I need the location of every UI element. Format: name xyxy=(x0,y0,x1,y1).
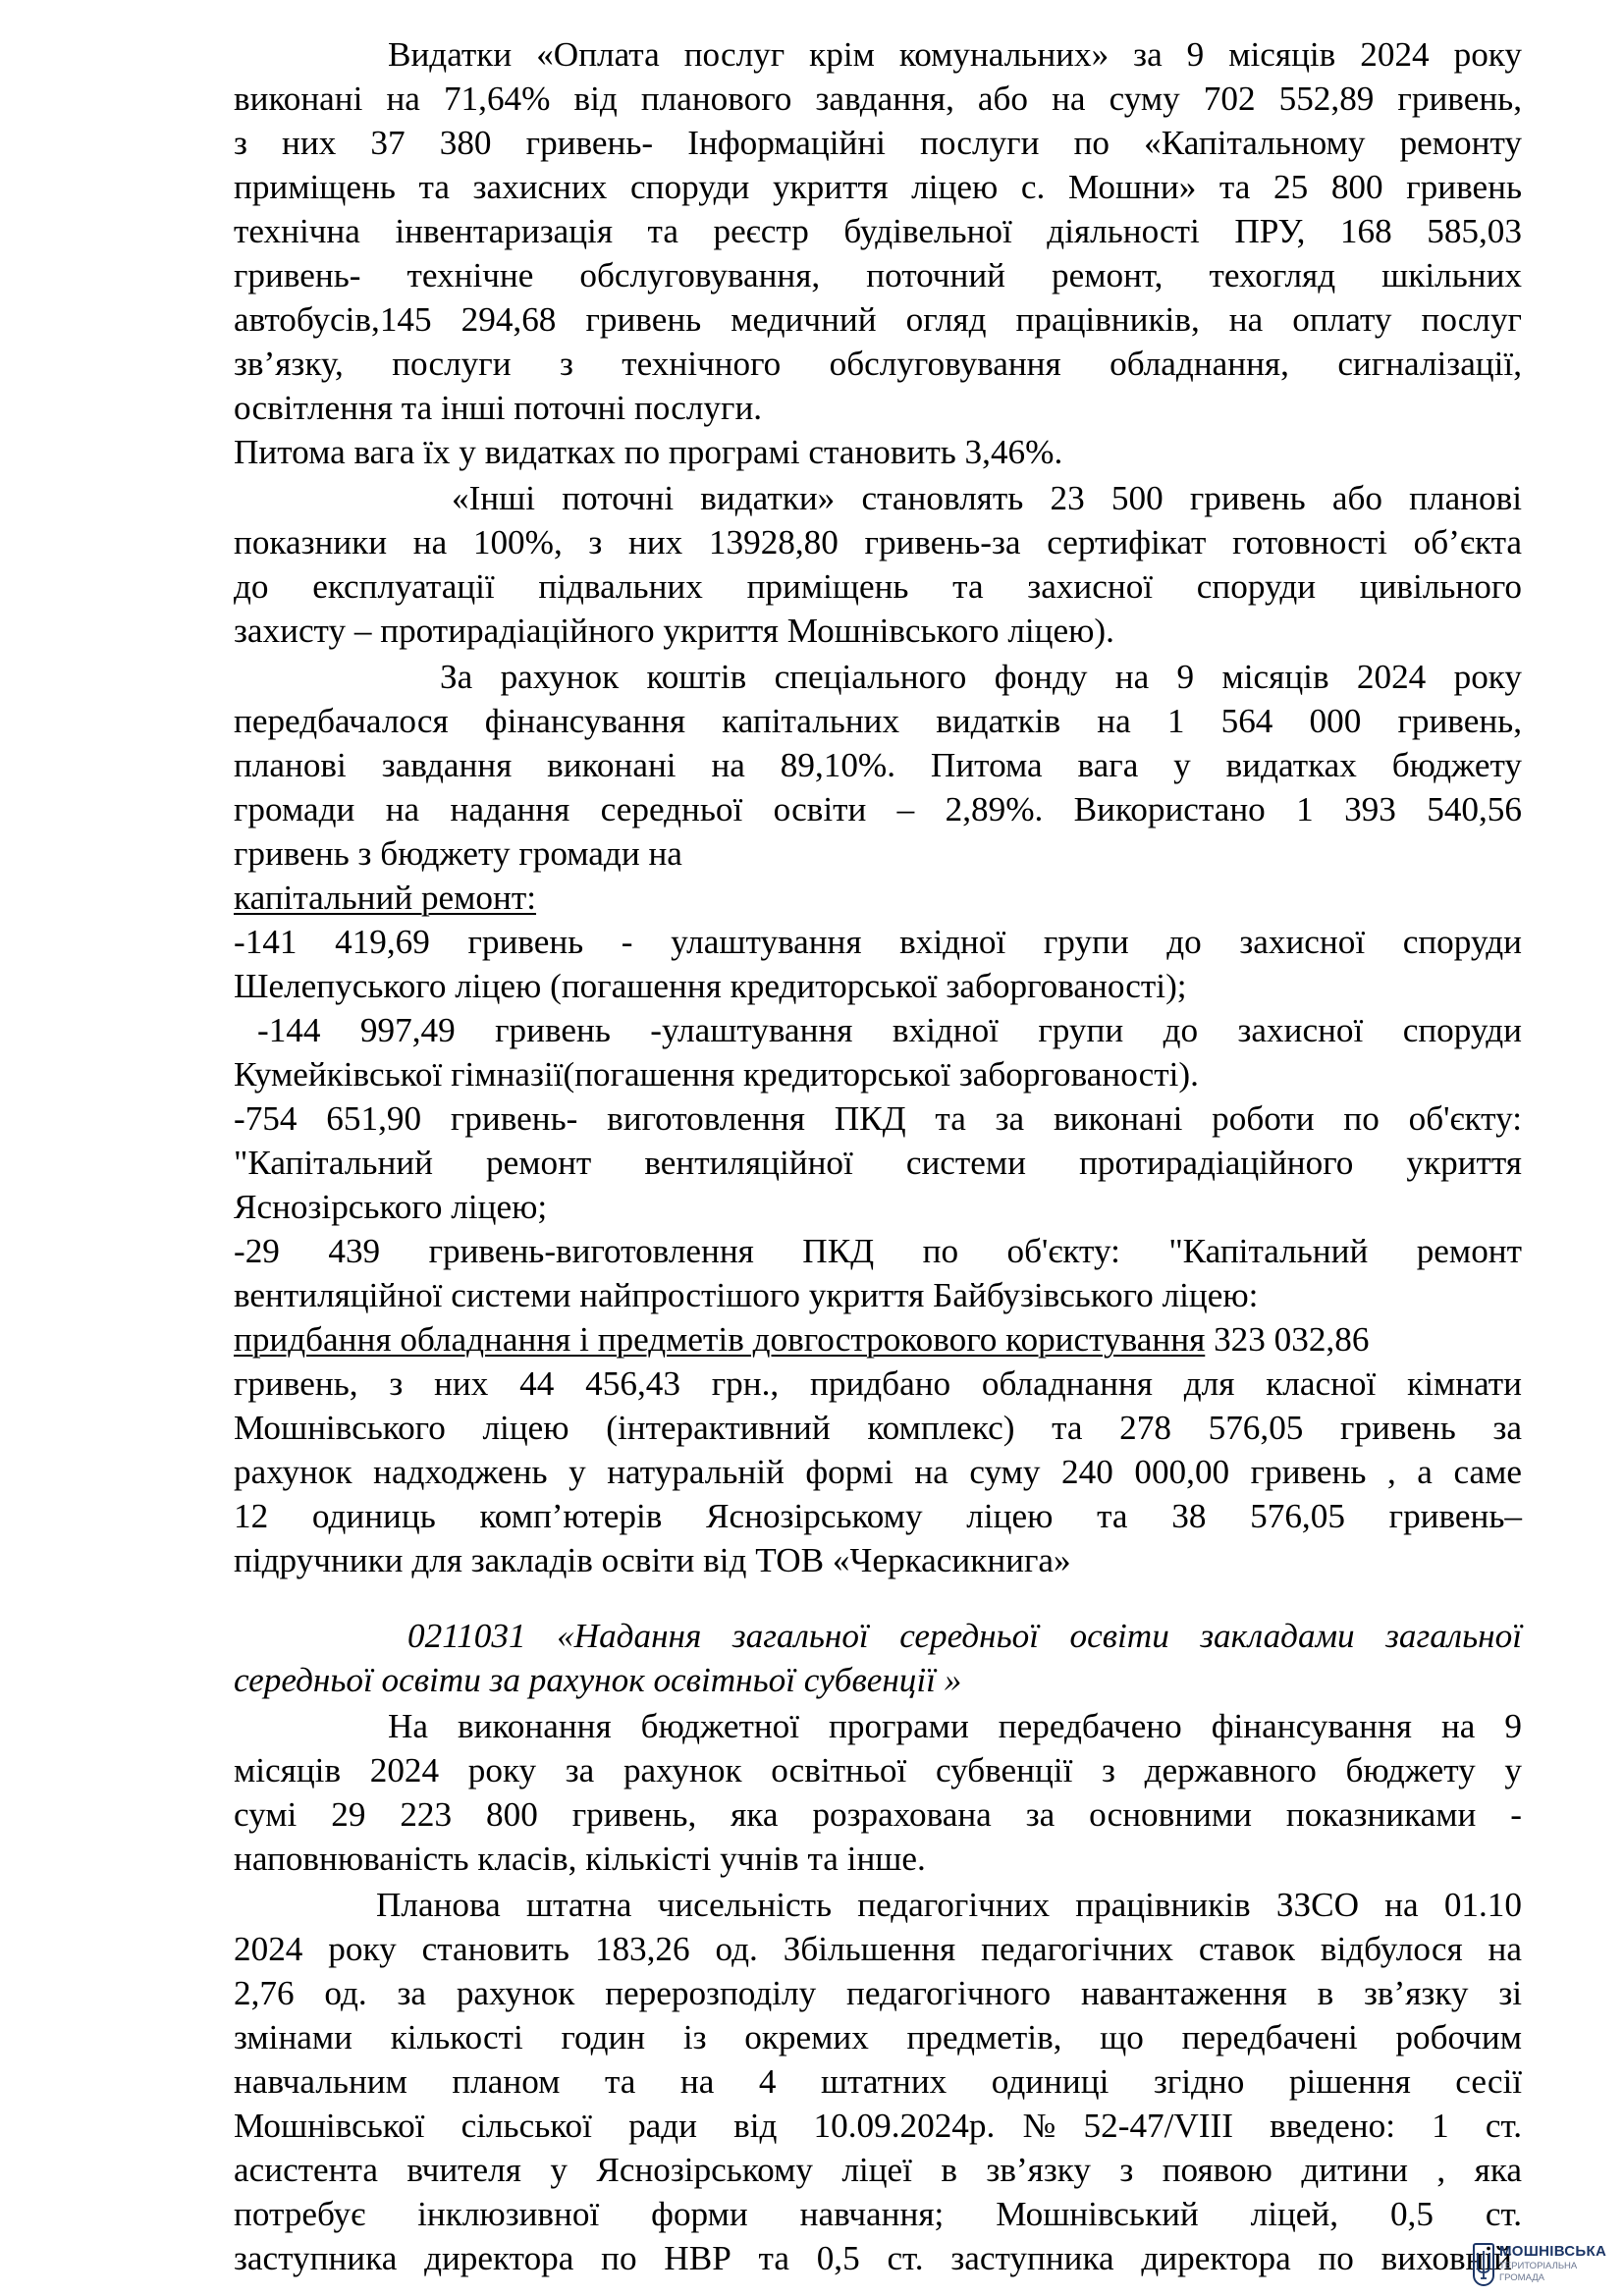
text-line: виконані на 71,64% від планового завдання, або на суму 702 552,89 гривень, xyxy=(234,80,1522,118)
text-line: навчальним планом та на 4 штатних одиниці згідно рішення сесії xyxy=(234,2062,1522,2101)
section-heading-capital-repair: капітальний ремонт: xyxy=(234,879,537,917)
text-line: Питома вага їх у видатках по програмі становить 3,46%. xyxy=(234,433,1063,471)
text-line: технічна інвентаризація та реєстр будівельної діяльності ПРУ, 168 585,03 xyxy=(234,212,1522,250)
text-line: показники на 100%, з них 13928,80 гривень-за сертифікат готовності об’єкта xyxy=(234,523,1522,561)
text-line: місяців 2024 року за рахунок освітньої субвенції з державного бюджету у xyxy=(234,1751,1522,1789)
text-line: громади на надання середньої освіти – 2,89%. Використано 1 393 540,56 xyxy=(234,790,1522,828)
text-line: 12 одиниць комп’ютерів Яснозірському ліцею та 38 576,05 гривень– xyxy=(234,1497,1522,1535)
text-line: до експлуатації підвальних приміщень та захисної споруди цивільного xyxy=(234,567,1522,606)
text-line: змінами кількості годин із окремих предметів, що передбачені робочим xyxy=(234,2018,1522,2056)
program-title: середньої освіти за рахунок освітньої субвенції » xyxy=(234,1661,962,1699)
logo-subtitle: ГРОМАДА xyxy=(1499,2272,1544,2283)
text-line: заступника директора по НВР та 0,5 ст. заступника директора по виховній xyxy=(234,2239,1512,2277)
text-line: -754 651,90 гривень- виготовлення ПКД та за виконані роботи по об'єкту: xyxy=(234,1099,1522,1138)
text-line: Кумейківської гімназії(погашення кредиторської заборгованості). xyxy=(234,1055,1199,1094)
text-line: За рахунок коштів спеціального фонду на 9 місяців 2024 року xyxy=(440,658,1522,696)
text-line: планові завдання виконані на 89,10%. Питома вага у видатках бюджету xyxy=(234,746,1522,784)
text-line: гривень, з них 44 456,43 грн., придбано обладнання для класної кімнати xyxy=(234,1364,1522,1403)
logo-title: МОШНІВСЬКА xyxy=(1499,2243,1607,2260)
text-line: сумі 29 223 800 гривень, яка розрахована за основними показниками - xyxy=(234,1795,1522,1834)
logo-subtitle: ТЕРИТОРІАЛЬНА xyxy=(1499,2261,1578,2271)
text-line: «Інші поточні видатки» становлять 23 500 гривень або планові xyxy=(452,479,1522,517)
text-line: Планова штатна чисельність педагогічних працівників ЗЗСО на 01.10 xyxy=(376,1886,1522,1924)
trident-icon xyxy=(1476,2249,1491,2282)
text-line: підручники для закладів освіти від ТОВ «Черкасикнига» xyxy=(234,1541,1071,1579)
text-line: наповнюваність класів, кількісті учнів та інше. xyxy=(234,1840,926,1878)
text-line: гривень- технічне обслуговування, поточний ремонт, техогляд шкільних xyxy=(234,256,1522,294)
text-line: гривень з бюджету громади на xyxy=(234,834,682,873)
text-line: -29 439 гривень-виготовлення ПКД по об'єкту: "Капітальний ремонт xyxy=(234,1232,1522,1270)
text-line: рахунок надходжень у натуральній формі на суму 240 000,00 гривень , а саме xyxy=(234,1453,1522,1491)
text-line: Мошнівської сільської ради від 10.09.2024р.№52-47/VIII введено: 1 ст. xyxy=(234,2107,1522,2145)
text-line: зв’язку, послуги з технічного обслуговування обладнання, сигналізації, xyxy=(234,345,1522,383)
text-line: Яснозірського ліцею; xyxy=(234,1188,548,1226)
text-line: Мошнівського ліцею (інтерактивний комплекс) та 278 576,05 гривень за xyxy=(234,1409,1522,1447)
text-line: приміщень та захисних споруди укриття ліцею с. Мошни» та 25 800 гривень xyxy=(234,168,1522,206)
text-line: 2024 року становить 183,26 од. Збільшення педагогічних ставок відбулося на xyxy=(234,1930,1522,1968)
text-line: освітлення та інші поточні послуги. xyxy=(234,389,763,427)
trident-emblem-icon xyxy=(1473,2243,1494,2286)
text-line: -141 419,69 гривень - улаштування вхідної групи до захисної споруди xyxy=(234,923,1522,961)
text-line: автобусів,145 294,68 гривень медичний огляд працівників, на оплату послуг xyxy=(234,300,1522,339)
text-line: передбачалося фінансування капітальних видатків на 1 564 000 гривень, xyxy=(234,702,1522,740)
text-line: потребує інклюзивної форми навчання; Мошнівський ліцей, 0,5 ст. xyxy=(234,2195,1522,2233)
text-line: "Капітальний ремонт вентиляційної системи протирадіаційного укриття xyxy=(234,1144,1522,1182)
equipment-amount: 323 032,86 xyxy=(1205,1320,1370,1359)
text-line: 2,76 од. за рахунок перерозподілу педагогічного навантаження в зв’язку зі xyxy=(234,1974,1522,2012)
community-logo xyxy=(1473,2241,1607,2290)
text-line xyxy=(234,1317,1522,1362)
section-heading-equipment: придбання обладнання і предметів довгострокового користування xyxy=(234,1320,1206,1359)
text-line: вентиляційної системи найпростішого укриття Байбузівського ліцею: xyxy=(234,1276,1259,1314)
program-title: 0211031 «Надання загальної середньої освіти закладами загальної xyxy=(407,1617,1522,1655)
text-line: з них 37 380 гривень- Інформаційні послуги по «Капітальному ремонту xyxy=(234,124,1522,162)
text-line: Шелепуського ліцею (погашення кредиторської заборгованості); xyxy=(234,967,1187,1005)
text-line: асистента вчителя у Яснозірському ліцеї в зв’язку з появою дитини , яка xyxy=(234,2151,1522,2189)
text-line: Видатки «Оплата послуг крім комунальних» за 9 місяців 2024 року xyxy=(388,35,1522,74)
text-line: На виконання бюджетної програми передбачено фінансування на 9 xyxy=(388,1707,1522,1745)
text-line: захисту – протирадіаційного укриття Мошнівського ліцею). xyxy=(234,612,1114,650)
text-line: -144 997,49 гривень -улаштування вхідної групи до захисної споруди xyxy=(257,1011,1522,1049)
